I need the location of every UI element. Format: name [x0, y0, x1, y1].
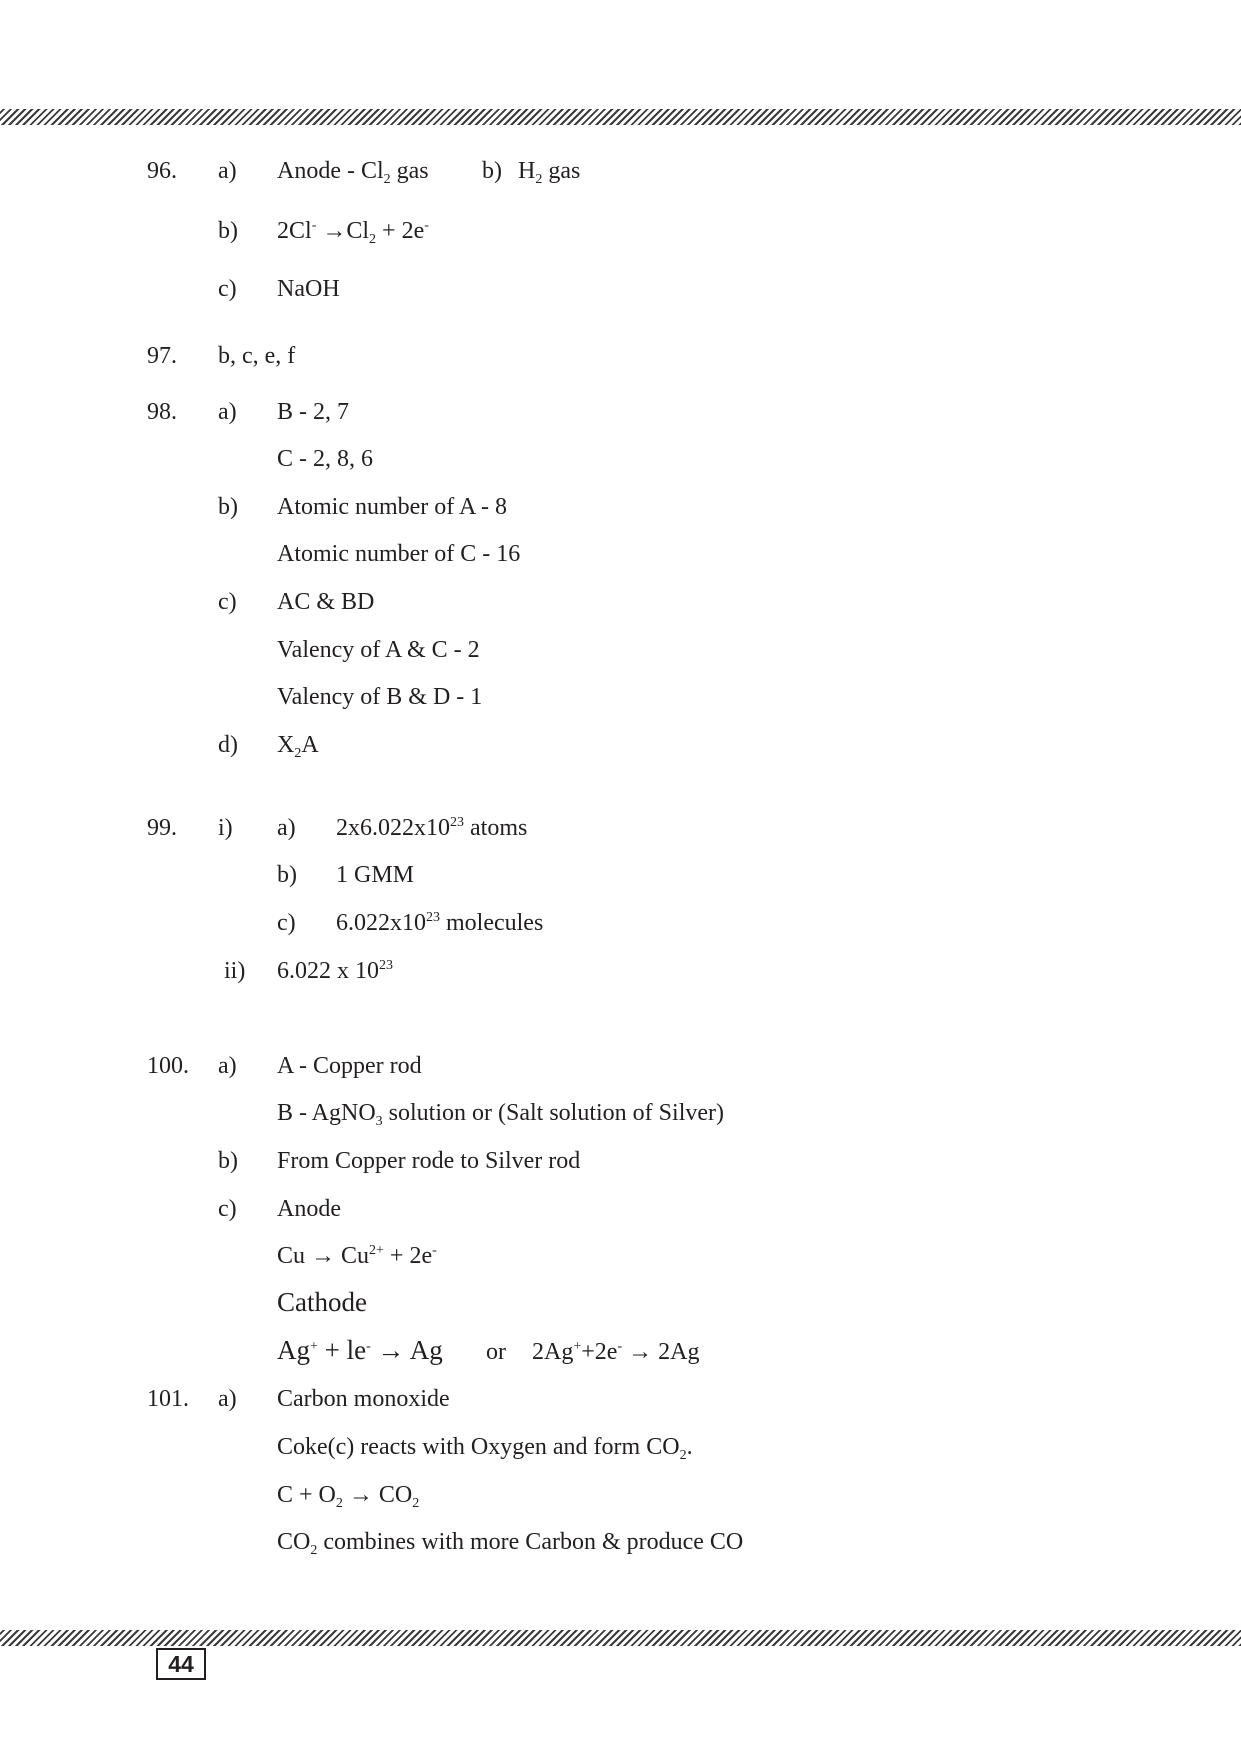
- q100-c-alt-equation: 2Ag++2e- → 2Ag: [532, 1339, 700, 1365]
- q98-b-line-2: Atomic number of C - 16: [277, 541, 521, 567]
- q99-i-a-label: a): [277, 815, 296, 841]
- q96-a-answer: Anode - $Cl_2$ gas: [277, 158, 429, 187]
- q98-a-line-2: C - 2, 8, 6: [277, 446, 373, 472]
- q97-answer: b, c, e, f: [218, 343, 296, 369]
- q98-b-line-1: Atomic number of A - 8: [277, 494, 507, 520]
- q99-i-b-answer: 1 GMM: [336, 862, 415, 888]
- q98-a-label: a): [218, 399, 237, 425]
- q96-b-label: b): [218, 218, 238, 244]
- q101-a-line-4: $CO_2$ combines with more Carbon & produce CO: [277, 1529, 744, 1558]
- q99-i-a-answer: $2x6.022x10^{23}$ atoms: [336, 815, 528, 841]
- bottom-hatched-border: [0, 1630, 1241, 1646]
- q101-number: 101.: [147, 1386, 189, 1412]
- q100-a-line-2: B - AgNO$_3$ solution or (Salt solution of Silver): [277, 1100, 724, 1129]
- q98-c-line-3: Valency of B & D - 1: [277, 684, 483, 710]
- q100-c-cathode-equation: Ag+ + le- → Ag: [277, 1335, 443, 1365]
- q98-c-label: c): [218, 589, 237, 615]
- q100-c-cathode: Cathode: [277, 1287, 367, 1317]
- page-number: 44: [156, 1648, 206, 1680]
- q98-number: 98.: [147, 399, 177, 425]
- q96-c-label: c): [218, 276, 237, 302]
- q99-i-c-answer: $6.022x10^{23}$ molecules: [336, 910, 544, 936]
- q96-a-label: a): [218, 158, 237, 184]
- q96-a-part-b-answer: $H_2$ gas: [518, 158, 581, 187]
- q100-a-line-1: A - Copper rod: [277, 1053, 422, 1079]
- top-hatched-border: [0, 109, 1241, 125]
- q98-d-label: d): [218, 732, 238, 758]
- q100-a-label: a): [218, 1053, 237, 1079]
- q100-number: 100.: [147, 1053, 189, 1079]
- q99-i-c-label: c): [277, 910, 296, 936]
- q99-i-b-label: b): [277, 862, 297, 888]
- q100-c-anode-equation: $Cu \to Cu^{2+} + 2e^-$: [277, 1243, 437, 1269]
- q98-c-line-1: AC & BD: [277, 589, 375, 615]
- q98-a-line-1: B - 2, 7: [277, 399, 349, 425]
- q101-a-label: a): [218, 1386, 237, 1412]
- q101-a-equation: $C + O_2 \to CO_2$: [277, 1482, 420, 1511]
- q100-b-label: b): [218, 1148, 238, 1174]
- q99-number: 99.: [147, 815, 177, 841]
- q99-ii-answer: 6.022 x $10^{23}$: [277, 958, 393, 984]
- q96-b-equation: $2Cl^- \to Cl_2 + 2e^-$: [277, 218, 429, 247]
- q97-number: 97.: [147, 343, 177, 369]
- q100-b-answer: From Copper rode to Silver rod: [277, 1148, 581, 1174]
- q100-c-or: or: [486, 1339, 506, 1365]
- q100-c-anode: Anode: [277, 1196, 341, 1222]
- q100-c-label: c): [218, 1196, 237, 1222]
- q98-c-line-2: Valency of A & C - 2: [277, 637, 480, 663]
- q99-ii-label: ii): [224, 958, 246, 984]
- q96-c-answer: NaOH: [277, 276, 340, 302]
- q98-b-label: b): [218, 494, 238, 520]
- q96-a-part-b-label: b): [482, 158, 502, 184]
- q99-i-label: i): [218, 815, 233, 841]
- q96-number: 96.: [147, 158, 177, 184]
- q101-a-line-2: Coke(c) reacts with Oxygen and form $CO_2$.: [277, 1434, 693, 1463]
- q101-a-line-1: Carbon monoxide: [277, 1386, 450, 1412]
- q98-d-formula: $X_2A$: [277, 732, 319, 761]
